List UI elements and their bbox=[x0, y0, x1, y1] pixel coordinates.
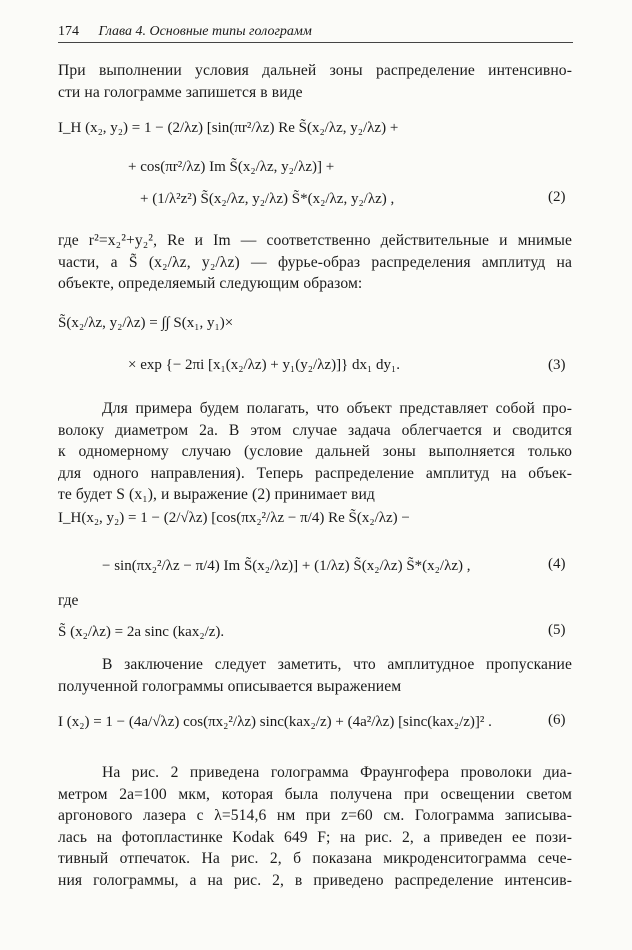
equation-5-number: (5) bbox=[548, 622, 566, 638]
equation-6-number: (6) bbox=[548, 712, 566, 728]
text-line: метром 2a=100 мкм, которая была получена при освещении светом bbox=[58, 785, 572, 803]
figure-description-paragraph bbox=[58, 762, 572, 891]
text-line: При выполнении условия дальней зоны распределение интенсивно- bbox=[58, 62, 572, 79]
running-header bbox=[58, 24, 573, 43]
text-line: Для примера будем полагать, что объект представляет собой про- bbox=[102, 400, 572, 417]
where-label: где bbox=[58, 592, 79, 609]
text-line: где r²=x₂²+y₂², Re и Im — соответственно действительные и мнимые bbox=[58, 232, 572, 249]
text-line: лась на фотопластинке Kodak 649 F; на рис. 2, a приведен ее пози- bbox=[58, 828, 572, 846]
running-title: Глава 4. Основные типы голограмм bbox=[98, 24, 312, 39]
intro-paragraph bbox=[58, 60, 572, 103]
equation-2-number: (2) bbox=[548, 189, 566, 205]
example-paragraph bbox=[58, 398, 572, 506]
text-line: части, а S̃ (x₂/λz, y₂/λz) — фурье-образ распределения амплитуд на bbox=[58, 253, 572, 271]
equation-2-row-2: + cos(πr²/λz) Im S̃(x₂/λz, y₂/λz)] + bbox=[128, 159, 335, 175]
equation-3-number: (3) bbox=[548, 357, 566, 373]
text-line: аргонового лазера с λ=514,6 нм при z=60 см. Голограмма записыва- bbox=[58, 807, 572, 824]
text-line: тивный отпечаток. На рис. 2, б показана микроденситограмма сече- bbox=[58, 850, 572, 867]
page-number: 174 bbox=[58, 24, 79, 39]
text-line: к одномерному случаю (условие дальней зоны выполняется только bbox=[58, 443, 572, 460]
equation-3-row-2: × exp {− 2πi [x₁(x₂/λz) + y₁(y₂/λz)]} dx₁ dy₁. bbox=[128, 357, 400, 373]
text-line: волоку диаметром 2a. В этом случае задача облегчается и сводится bbox=[58, 421, 572, 439]
text-line: ния голограммы, а на рис. 2, в приведено распределение интенсив- bbox=[58, 871, 572, 889]
equation-4-number: (4) bbox=[548, 556, 566, 572]
equation-5: S̃ (x₂/λz) = 2a sinc (kax₂/z). bbox=[58, 624, 225, 640]
text-line: для одного направления). Теперь распределение амплитуд на объек- bbox=[58, 464, 572, 482]
text-line: На рис. 2 приведена голограмма Фраунгофера проволоки диа- bbox=[102, 764, 572, 781]
conclusion-paragraph bbox=[58, 654, 572, 697]
equation-6: I (x₂) = 1 − (4a/√λz) cos(πx₂²/λz) sinc(kax₂/z) + (4a²/λz) [sinc(kax₂/z)]² . bbox=[58, 714, 492, 730]
equation-3-row-1: S̃(x₂/λz, y₂/λz) = ∫∫ S(x₁, y₁)× bbox=[58, 315, 234, 331]
text-line: сти на голограмме запишется в виде bbox=[58, 83, 303, 101]
where-paragraph-1 bbox=[58, 230, 572, 295]
equation-4-row-1: I_H(x₂, y₂) = 1 − (2/√λz) [cos(πx₂²/λz − π/4) Re S̃(x₂/λz) − bbox=[58, 510, 410, 526]
text-line: те будет S (x₁), и выражение (2) принимает вид bbox=[58, 486, 375, 503]
text-line: полученной голограммы описывается выражением bbox=[58, 677, 402, 695]
text-line: В заключение следует заметить, что амплитудное пропускание bbox=[102, 656, 572, 673]
text-line: объекте, определяемый следующим образом: bbox=[58, 275, 363, 292]
equation-2-row-3: + (1/λ²z²) S̃(x₂/λz, y₂/λz) S̃*(x₂/λz, y₂/λz) , bbox=[140, 191, 395, 207]
equation-2-row-1: I_H (x₂, y₂) = 1 − (2/λz) [sin(πr²/λz) Re S̃(x₂/λz, y₂/λz) + bbox=[58, 120, 399, 136]
equation-4-row-2: − sin(πx₂²/λz − π/4) Im S̃(x₂/λz)] + (1/λz) S̃(x₂/λz) S̃*(x₂/λz) , bbox=[102, 558, 471, 574]
